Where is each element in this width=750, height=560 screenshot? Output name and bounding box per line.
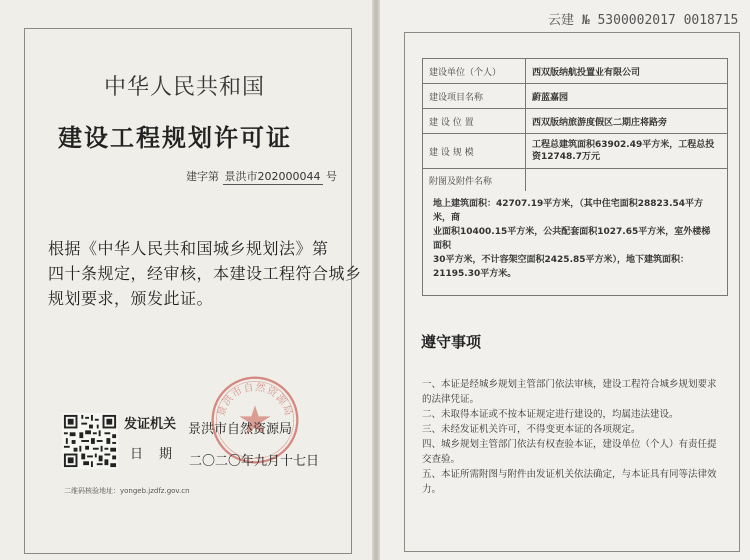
row-label-project: 建设项目名称 [423,84,526,109]
qr-verify-note: 二维码核验地址：yongeb.jzdfz.gov.cn [64,487,190,495]
notes-title: 遵守事项 [421,333,482,351]
area-detail-line: 30平方米，不计容架空面积2425.85平方米），地下建筑面积： [433,255,690,265]
certificate-number [186,168,337,185]
note-line: 三、未经发证机关许可，不得变更本证的各项规定。 [422,424,641,435]
issuer-label: 发证机关 [124,417,177,432]
number-suffix: 号 [326,170,337,183]
row-label-attachments: 附图及附件名称 [423,169,526,192]
table-row [423,191,728,296]
area-detail [423,191,728,296]
body-text-line-1: 根据《中华人民共和国城乡规划法》第 [48,239,329,258]
svg-text:景洪市自然资源局: 景洪市自然资源局 [216,382,294,418]
note-line: 二、未取得本证或不按本证规定进行建设的，均属违法建设。 [422,409,679,420]
number-value: 景洪市202000044 [224,170,321,183]
row-value-location: 西双版纳旅游度假区二期庄将路旁 [526,109,728,134]
body-text-line-3: 规划要求，颁发此证。 [48,289,214,308]
row-label-location: 建 设 位 置 [423,109,526,134]
area-detail-line: 21195.30平方米。 [433,269,517,279]
date-label: 日期 [130,447,189,462]
country-name: 中华人民共和国 [104,75,266,100]
note-line: 交查验。 [422,454,461,465]
issuer-value: 景洪市自然资源局 [188,422,293,437]
certificate-title: 建设工程规划许可证 [58,124,292,152]
area-detail-line: 业面积10400.15平方米，公共配套面积1027.65平方米，室外楼梯面积 [433,227,711,251]
body-text-line-2: 四十条规定，经审核，本建设工程符合城乡 [48,264,362,283]
table-row [423,109,728,134]
project-info-table [422,58,728,296]
row-value-project: 蔚蓝嘉园 [526,84,728,109]
row-value-scale: 工程总建筑面积63902.49平方米，工程总投资12748.7万元 [526,134,728,169]
row-value-builder: 西双版纳航投置业有限公司 [526,59,728,84]
note-line: 力。 [422,484,442,495]
page-spine [372,0,380,560]
note-line: 的法律凭证。 [422,394,480,405]
date-value: 二〇二〇年九月十七日 [189,454,320,469]
note-line: 四、城乡规划主管部门依法有权查验本证，建设单位（个人）有责任提 [422,439,717,450]
table-row [423,84,728,109]
table-row [423,59,728,84]
table-row [423,134,728,169]
qr-code [62,413,118,469]
note-line: 五、本证所需附图与附件由发证机关依法确定，与本证具有同等法律效 [422,469,717,480]
number-prefix: 建字第 [186,170,219,183]
serial-number: 云建 № 5300002017 0018715 [548,13,739,28]
table-row [423,169,728,192]
row-label-builder: 建设单位（个人） [423,59,526,84]
note-line: 一、本证是经城乡规划主管部门依法审核，建设工程符合城乡规划要求 [422,379,717,390]
row-label-scale: 建 设 规 模 [423,134,526,169]
area-detail-line: 地上建筑面积：42707.19平方米，（其中住宅面积28823.54平方米，商 [433,199,704,223]
